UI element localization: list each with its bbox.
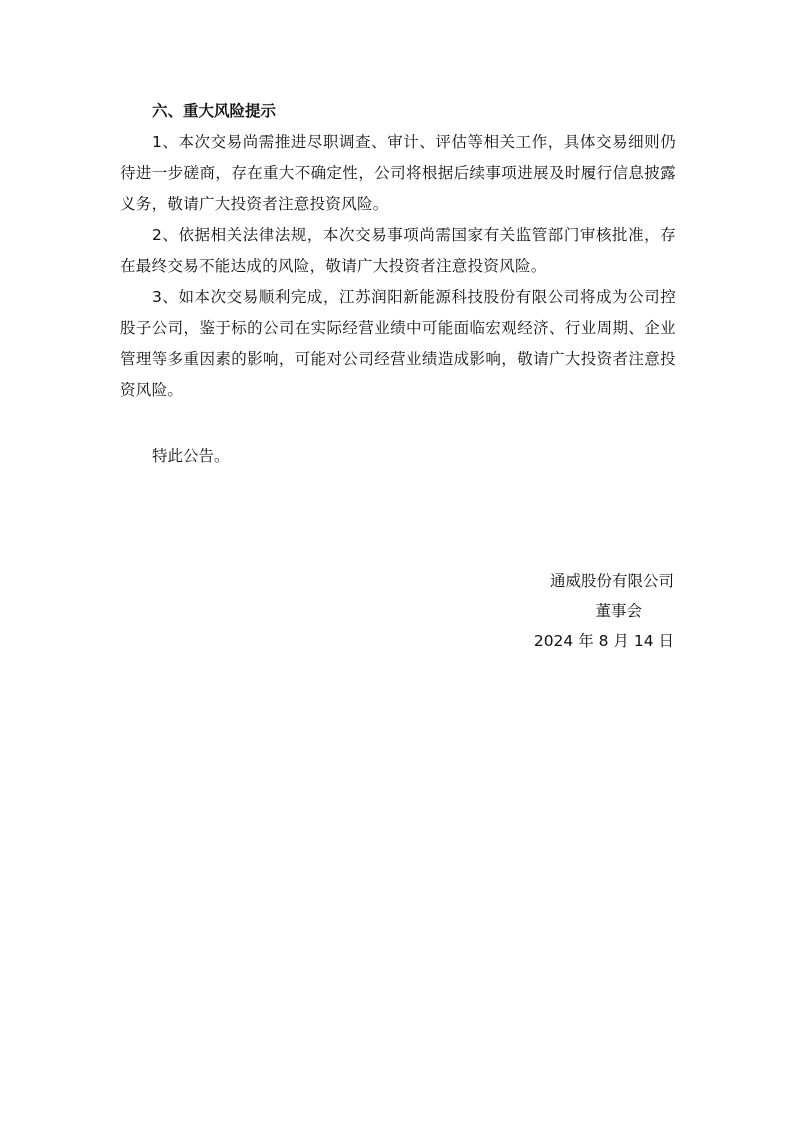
document-body [120, 96, 676, 406]
signature-company: 通威股份有限公司 [549, 572, 674, 590]
signature-date: 2024 年 8 月 14 日 [533, 632, 674, 650]
risk-item-1: 1、本次交易尚需推进尽职调查、审计、评估等相关工作，具体交易细则仍待进一步磋商，存在重大不确定性，公司将根据后续事项进展及时履行信息披露义务，敬请广大投资者注意投资风险。 [120, 133, 676, 213]
signature-board: 董事会 [595, 602, 642, 620]
risk-item-3: 3、如本次交易顺利完成，江苏润阳新能源科技股份有限公司将成为公司控股子公司，鉴于标的公司在实际经营业绩中可能面临宏观经济、行业周期、企业管理等多重因素的影响，可能对公司经营业绩造成影响，敬请广大投资者注意投资风险。 [120, 288, 676, 399]
risk-item-2: 2、依据相关法律法规，本次交易事项尚需国家有关监管部门审核批准，存在最终交易不能达成的风险，敬请广大投资者注意投资风险。 [120, 226, 676, 275]
signature-block [374, 566, 674, 656]
section-heading: 六、重大风险提示 [152, 102, 277, 120]
closing-statement: 特此公告。 [152, 447, 230, 465]
